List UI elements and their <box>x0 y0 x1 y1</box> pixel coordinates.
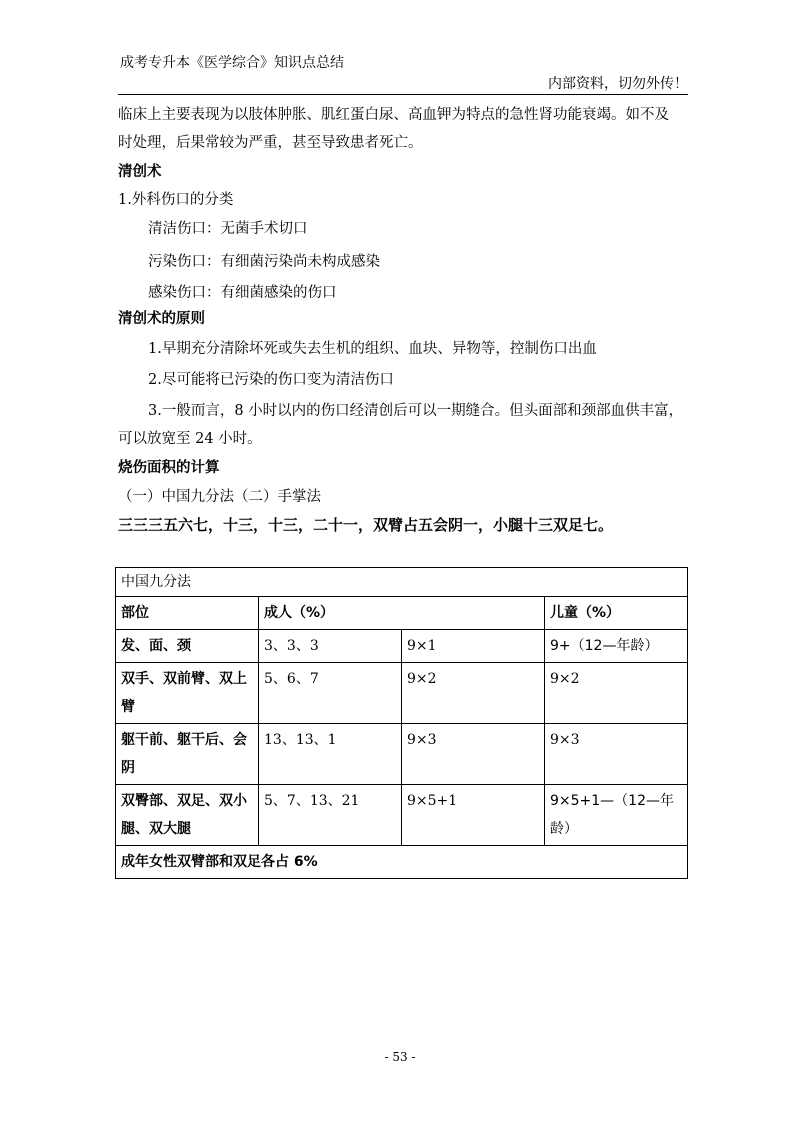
header-cell-part: 部位 <box>116 597 259 630</box>
table-footnote-row <box>116 846 688 879</box>
header-title: 成考专升本《医学综合》知识点总结 <box>120 55 344 71</box>
table-row <box>116 785 688 846</box>
principle-item: 3.一般而言，8 小时以内的伤口经清创后可以一期缝合。但头面部和颈部血供丰富， <box>148 403 684 419</box>
principle-item: 1.早期充分清除坏死或失去生机的组织、血块、异物等，控制伤口出血 <box>148 341 597 357</box>
cell-part: 双手、双前臂、双上臂 <box>116 663 259 724</box>
paragraph-line: 临床上主要表现为以肢体肿胀、肌红蛋白尿、高血钾为特点的急性肾功能衰竭。如不及 <box>118 107 669 123</box>
page-number: - 53 - <box>384 1050 416 1064</box>
table-caption-row <box>116 568 688 597</box>
table-row <box>116 724 688 785</box>
cell-part: 发、面、颈 <box>116 630 259 663</box>
principle-item-continued: 可以放宽至 24 小时。 <box>118 431 262 447</box>
cell-child: 9×3 <box>545 724 688 785</box>
cell-adult-pct: 5、6、7 <box>259 663 402 724</box>
header-notice: 内部资料，切勿外传！ <box>548 76 688 92</box>
cell-child: 9+（12—年龄） <box>545 630 688 663</box>
cell-adult-nine: 9×2 <box>402 663 545 724</box>
wound-infected-item: 感染伤口：有细菌感染的伤口 <box>148 285 337 301</box>
header-cell-child: 儿童（%） <box>545 597 688 630</box>
cell-adult-pct: 5、7、13、21 <box>259 785 402 846</box>
section-heading-burn-area: 烧伤面积的计算 <box>118 460 220 476</box>
section-heading-debridement: 清创术 <box>118 164 162 180</box>
burn-methods-line: （一）中国九分法（二）手掌法 <box>118 489 321 505</box>
cell-part: 双臀部、双足、双小腿、双大腿 <box>116 785 259 846</box>
cell-adult-pct: 3、3、3 <box>259 630 402 663</box>
cell-adult-nine: 9×3 <box>402 724 545 785</box>
cell-child: 9×5+1—（12—年龄） <box>545 785 688 846</box>
paragraph-line: 时处理，后果常较为严重，甚至导致患者死亡。 <box>118 135 423 151</box>
section-heading-principles: 清创术的原则 <box>118 311 205 327</box>
cell-child: 9×2 <box>545 663 688 724</box>
nine-rule-table <box>115 567 688 879</box>
cell-adult-nine: 9×5+1 <box>402 785 545 846</box>
cell-part: 躯干前、躯干后、会阴 <box>116 724 259 785</box>
cell-adult-pct: 13、13、1 <box>259 724 402 785</box>
cell-adult-nine: 9×1 <box>402 630 545 663</box>
wound-clean-item: 清洁伤口：无菌手术切口 <box>148 221 308 237</box>
table-caption: 中国九分法 <box>116 568 688 597</box>
principle-item: 2.尽可能将已污染的伤口变为清洁伤口 <box>148 372 394 388</box>
table-header-row <box>116 597 688 630</box>
table-footnote: 成年女性双臂部和双足各占 6% <box>116 846 688 879</box>
table-row <box>116 663 688 724</box>
table-row <box>116 630 688 663</box>
header-divider <box>118 94 688 95</box>
wound-contaminated-item: 污染伤口：有细菌污染尚未构成感染 <box>148 254 380 270</box>
header-cell-adult: 成人（%） <box>259 597 545 630</box>
burn-mnemonic: 三三三五六七，十三，十三，二十一，双臂占五会阴一，小腿十三双足七。 <box>118 516 614 534</box>
wound-classification-title: 1.外科伤口的分类 <box>118 192 234 208</box>
